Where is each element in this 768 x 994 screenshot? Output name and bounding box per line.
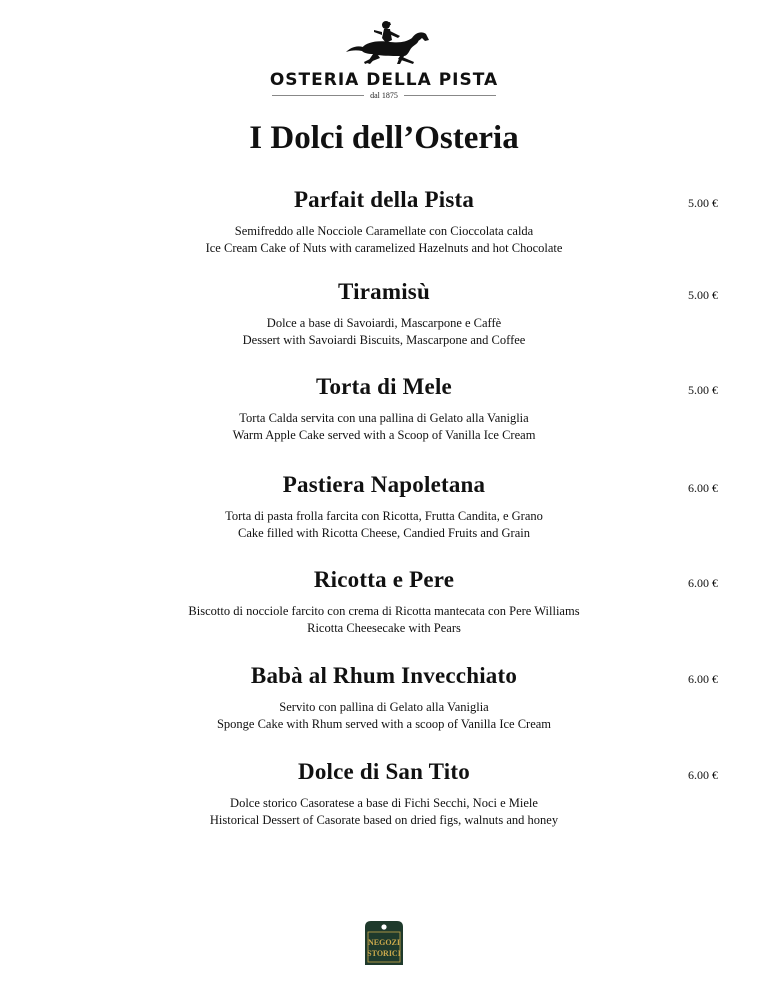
item-description	[0, 603, 768, 637]
item-price: 5.00 €	[688, 196, 718, 210]
restaurant-name: OSTERIA DELLA PISTA	[269, 70, 499, 90]
description-it: Dolce a base di Savoiardi, Mascarpone e Caffè	[266, 316, 502, 330]
description-en: Sponge Cake with Rhum served with a scoop of Vanilla Ice Cream	[216, 717, 552, 731]
item-price: 6.00 €	[688, 672, 718, 686]
item-name: Pastiera Napoletana	[282, 472, 486, 497]
description-en: Historical Dessert of Casorate based on dried figs, walnuts and honey	[209, 813, 559, 827]
description-en: Ice Cream Cake of Nuts with caramelized Hazelnuts and hot Chocolate	[205, 241, 563, 255]
description-it: Semifreddo alle Nocciole Caramellate con Cioccolata calda	[234, 224, 534, 238]
menu-title: I Dolci dell’Osteria	[249, 120, 519, 156]
item-price: 6.00 €	[688, 576, 718, 590]
description-it: Torta di pasta frolla farcita con Ricotta, Frutta Candita, e Grano	[225, 509, 543, 523]
item-name: Ricotta e Pere	[313, 567, 455, 592]
item-price: 6.00 €	[688, 481, 718, 495]
description-it: Torta Calda servita con una pallina di Gelato alla Vaniglia	[239, 411, 529, 425]
item-description	[0, 223, 768, 257]
item-name: Babà al Rhum Invecchiato	[250, 663, 518, 688]
item-name: Tiramisù	[338, 279, 430, 304]
item-name: Torta di Mele	[316, 374, 452, 399]
since-text: dal 1875	[370, 91, 398, 100]
description-it: Servito con pallina di Gelato alla Vaniglia	[279, 700, 489, 714]
description-en: Warm Apple Cake served with a Scoop of Vanilla Ice Cream	[232, 428, 536, 442]
item-description	[0, 508, 768, 542]
item-name: Dolce di San Tito	[298, 759, 470, 784]
item-price: 5.00 €	[688, 383, 718, 397]
item-description	[0, 410, 768, 444]
description-en: Dessert with Savoiardi Biscuits, Mascarpone and Coffee	[242, 333, 526, 347]
item-description	[0, 795, 768, 829]
description-en: Ricotta Cheesecake with Pears	[307, 621, 461, 635]
item-name: Parfait della Pista	[293, 187, 475, 212]
description-it: Biscotto di nocciole farcito con crema di Ricotta mantecata con Pere Williams	[188, 604, 580, 618]
item-price: 6.00 €	[688, 768, 718, 782]
item-price: 5.00 €	[688, 288, 718, 302]
negozi-storici-badge	[363, 919, 405, 967]
description-en: Cake filled with Ricotta Cheese, Candied Fruits and Grain	[238, 526, 530, 540]
restaurant-header	[0, 18, 768, 100]
description-it: Dolce storico Casoratese a base di Fichi Secchi, Noci e Miele	[230, 796, 538, 810]
divider	[272, 95, 364, 96]
since-row	[0, 91, 768, 100]
badge-text-line2: STORICI	[367, 949, 401, 958]
badge-text-line1: NEGOZI	[367, 938, 401, 947]
item-description	[0, 699, 768, 733]
divider	[404, 95, 496, 96]
item-description	[0, 315, 768, 349]
badge-emblem-icon	[381, 924, 386, 929]
horse-rider-icon	[334, 18, 434, 70]
